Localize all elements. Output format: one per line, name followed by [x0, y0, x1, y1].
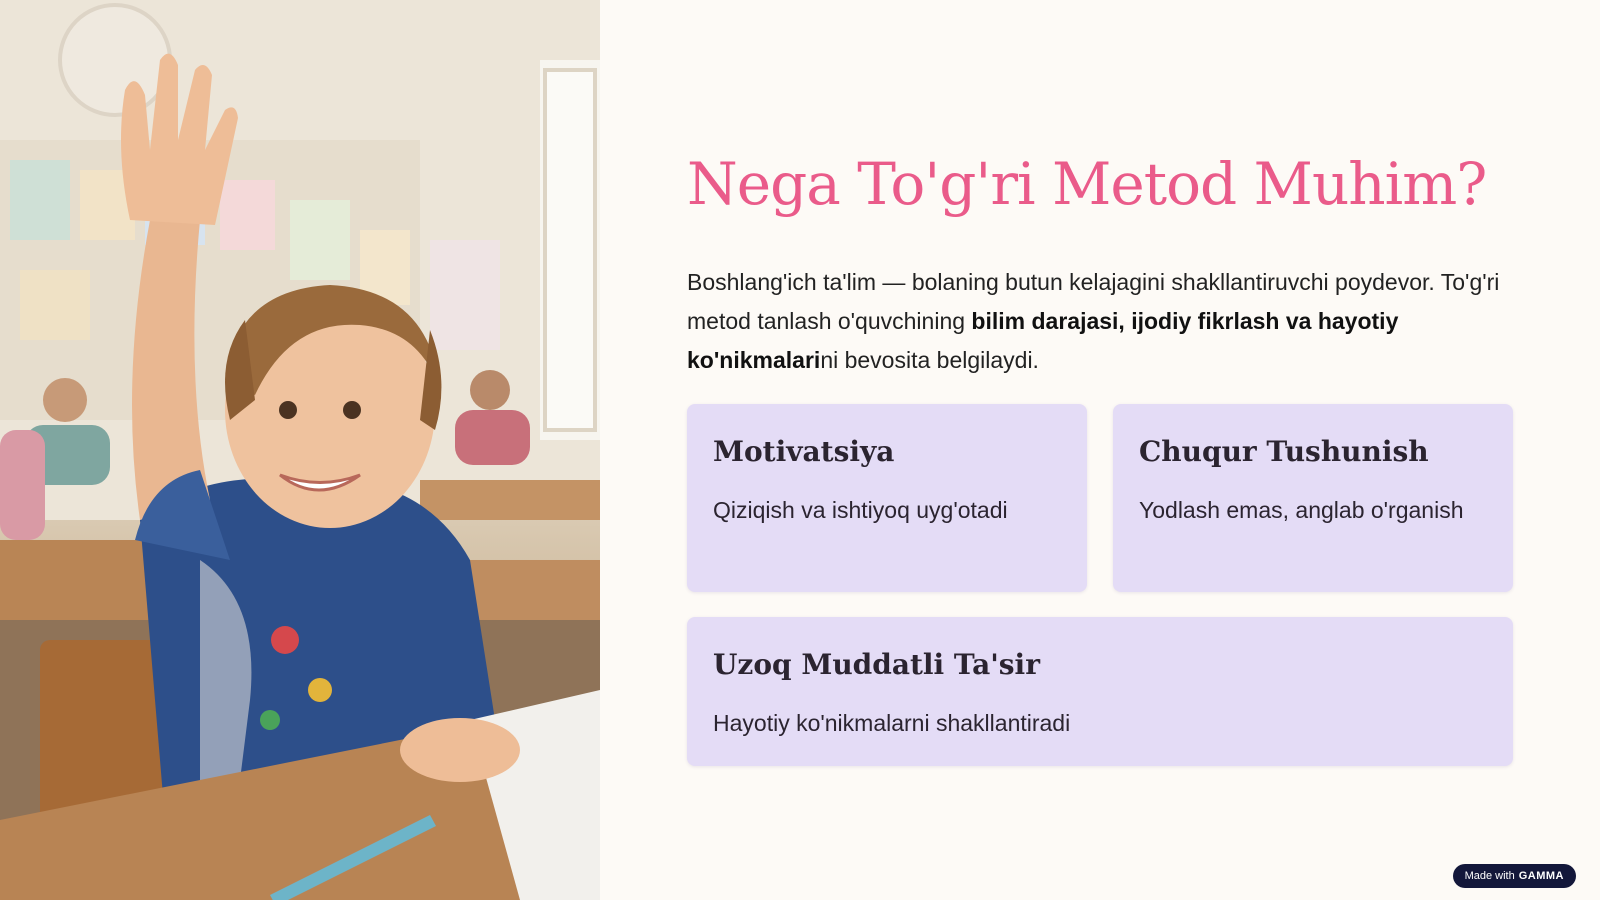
card-long-term-impact: [687, 617, 1513, 766]
classroom-photo: [0, 0, 600, 900]
badge-prefix: Made with: [1464, 870, 1515, 882]
intro-paragraph: [687, 263, 1513, 380]
card-text: Qiziqish va ishtiyoq uyg'otadi: [713, 497, 1008, 523]
intro-text-part1: Boshlang'ich ta'lim — bolaning butun kelajagini shakllantiruvchi poydevor. To'g'ri metod tanlash o'quvchining: [687, 269, 1500, 334]
card-motivation: [687, 404, 1087, 592]
main-content: [687, 0, 1513, 900]
intro-text-bold: bilim darajasi, ijodiy fikrlash va hayotiy ko'nikmalari: [687, 308, 1399, 373]
gamma-logo-text: GAMMA: [1518, 870, 1564, 882]
card-title: Uzoq Muddatli Ta'sir: [713, 648, 1040, 681]
card-deep-understanding: [1113, 404, 1513, 592]
card-title: Motivatsiya: [713, 435, 895, 468]
card-text: Hayotiy ko'nikmalarni shakllantiradi: [713, 710, 1071, 736]
slide-title: Nega To'g'ri Metod Muhim?: [687, 150, 1487, 218]
card-text: Yodlash emas, anglab o'rganish: [1139, 497, 1464, 523]
made-with-gamma-badge[interactable]: [1453, 864, 1576, 888]
intro-text-part2: ni bevosita belgilaydi.: [820, 347, 1039, 373]
card-title: Chuqur Tushunish: [1139, 435, 1429, 468]
